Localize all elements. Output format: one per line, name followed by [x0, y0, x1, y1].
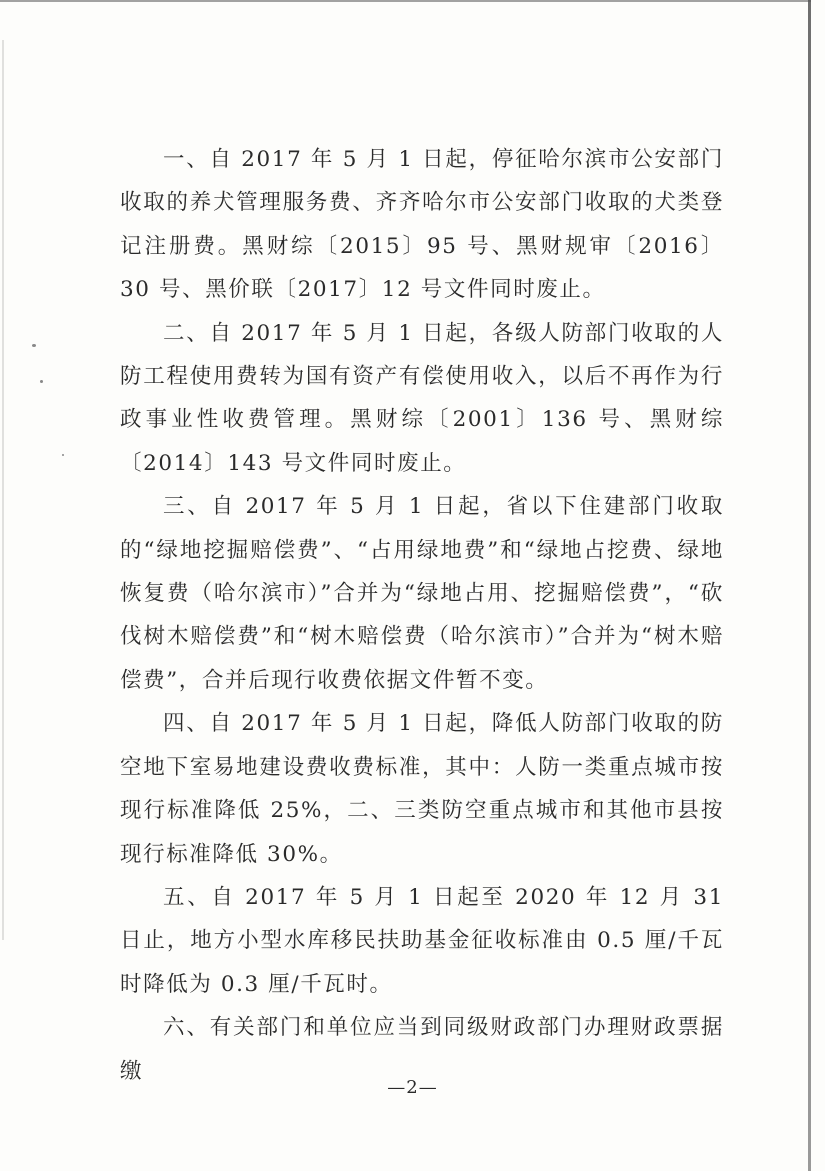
scan-speck — [32, 344, 36, 347]
scan-edge-right — [808, 0, 811, 1171]
scan-speck — [40, 380, 43, 383]
paragraph-2: 二、自 2017 年 5 月 1 日起，各级人防部门收取的人防工程使用费转为国有资产有偿使用收入，以后不再作为行政事业性收费管理。黑财综〔2001〕136 号、黑财综〔2014〕143 号文件同时废止。 — [120, 320, 724, 476]
paragraph-5: 五、自 2017 年 5 月 1 日起至 2020 年 12 月 31 日止，地方小型水库移民扶助基金征收标准由 0.5 厘/千瓦时降低为 0.3 厘/千瓦时。 — [120, 884, 724, 997]
paragraph-3: 三、自 2017 年 5 月 1 日起，省以下住建部门收取的“绿地挖掘赔偿费”、“占用绿地费”和“绿地占挖费、绿地恢复费（哈尔滨市）”合并为“绿地占用、挖掘赔偿费”，“砍伐树木赔偿费”和“树木赔偿费（哈尔滨市）”合并为“树木赔偿费”，合并后现行收费依据文件暂不变。 — [120, 494, 724, 693]
page-number: —2— — [387, 1077, 438, 1098]
document-body — [120, 138, 724, 1093]
paragraph-6: 六、有关部门和单位应当到同级财政部门办理财政票据缴 — [120, 1015, 724, 1084]
scan-edge-left — [2, 40, 4, 940]
scan-edge-top — [0, 0, 811, 2]
scan-speck — [62, 454, 64, 456]
paragraph-4: 四、自 2017 年 5 月 1 日起，降低人防部门收取的防空地下室易地建设费收费标准，其中：人防一类重点城市按现行标准降低 25%，二、三类防空重点城市和其他市县按现行标准降低 30%。 — [120, 711, 724, 867]
paragraph-1: 一、自 2017 年 5 月 1 日起，停征哈尔滨市公安部门收取的养犬管理服务费、齐齐哈尔市公安部门收取的犬类登记注册费。黑财综〔2015〕95 号、黑财规审〔2016〕30 号、黑价联〔2017〕12 号文件同时废止。 — [120, 147, 724, 303]
